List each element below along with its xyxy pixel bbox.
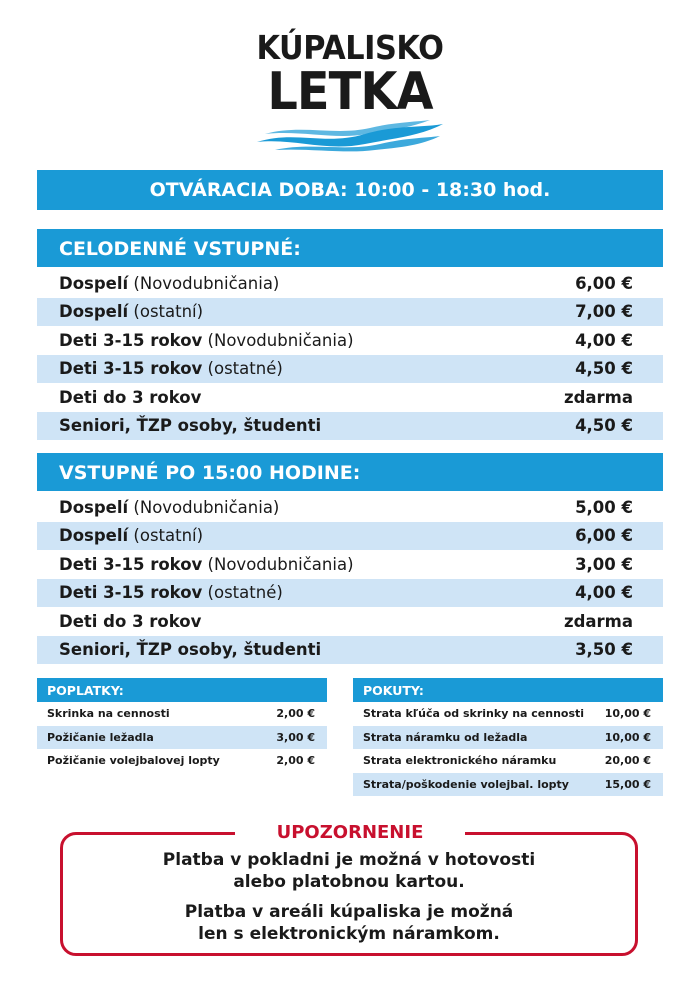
logo-title-line2: LETKA [267,62,433,122]
notice-line: alebo platobnou kartou. [233,872,465,892]
notice-line: Platba v pokladni je možná v hotovosti [162,850,536,870]
fines-section [353,678,663,796]
fee-list [37,702,327,773]
fee-label: Strata náramku od ležadla [363,730,528,744]
price-row [37,636,663,665]
notice-title: UPOZORNENIE [235,822,465,844]
price-label [59,612,201,631]
category-name: Dospelí [59,497,129,517]
fee-row [37,726,327,750]
fee-row [37,702,327,726]
category-note: (ostatní) [128,526,204,546]
opening-hours-banner: OTVÁRACIA DOBA: 10:00 - 18:30 hod. [37,170,663,210]
price-value: 4,50 € [575,359,633,379]
full-day-admission-section [37,229,663,440]
fee-row [353,749,663,773]
fee-price: 10,00 € [604,707,651,721]
notice-line: Platba v areáli kúpaliska je možná [184,902,514,922]
price-label [59,583,283,602]
price-value: 6,00 € [575,273,633,293]
category-name: Dospelí [59,526,129,546]
category-name: Deti 3-15 rokov [59,554,203,574]
fee-label: Požičanie ležadla [47,730,154,744]
fee-row [37,749,327,773]
price-value: 4,00 € [575,583,633,603]
price-row [37,579,663,608]
fee-label: Strata kľúča od skrinky na cennosti [363,707,585,721]
fee-label: Skrinka na cennosti [47,707,170,721]
fee-row [353,773,663,797]
category-name: Seniori, ŤZP osoby, študenti [59,640,322,660]
price-label [59,416,321,435]
fee-label: Strata/poškodenie volejbal. lopty [363,777,569,791]
fee-price: 10,00 € [604,730,651,744]
price-row [37,355,663,384]
category-name: Seniori, ŤZP osoby, študenti [59,416,322,436]
category-note: (ostatní) [128,302,204,322]
fee-price: 2,00 € [276,754,315,768]
price-label [59,331,354,350]
price-value: 3,50 € [575,640,633,660]
category-note: (Novodubničania) [202,330,354,350]
fee-price: 15,00 € [604,777,651,791]
price-value: 4,50 € [575,416,633,436]
price-row [37,326,663,355]
fine-list [353,702,663,796]
price-value: 6,00 € [575,526,633,546]
section-title: POKUTY: [353,678,663,702]
logo [0,30,700,152]
fee-row [353,726,663,750]
section-title: CELODENNÉ VSTUPNÉ: [37,229,663,267]
price-label [59,359,283,378]
price-label [59,274,279,293]
price-row [37,269,663,298]
fee-price: 3,00 € [276,730,315,744]
price-label [59,555,354,574]
after-15-admission-section [37,453,663,664]
price-row [37,298,663,327]
price-label [59,498,279,517]
price-value: 3,00 € [575,554,633,574]
price-value: zdarma [563,611,633,631]
price-label [59,302,203,321]
price-row [37,493,663,522]
category-note: (Novodubničania) [128,273,280,293]
price-row [37,550,663,579]
section-title: POPLATKY: [37,678,327,702]
category-name: Deti do 3 rokov [59,387,202,407]
category-name: Deti 3-15 rokov [59,330,203,350]
section-title: VSTUPNÉ PO 15:00 HODINE: [37,453,663,491]
category-name: Deti do 3 rokov [59,611,202,631]
category-note: (Novodubničania) [202,554,354,574]
notice-line: len s elektronickým náramkom. [198,924,500,944]
price-list [37,267,663,440]
category-name: Dospelí [59,273,129,293]
waves-icon [255,120,445,152]
price-label [59,526,203,545]
category-note: (ostatné) [202,359,283,379]
fee-price: 2,00 € [276,707,315,721]
price-value: zdarma [563,387,633,407]
fee-price: 20,00 € [604,754,651,768]
price-list [37,491,663,664]
category-name: Deti 3-15 rokov [59,583,203,603]
price-row [37,522,663,551]
price-value: 7,00 € [575,302,633,322]
price-value: 4,00 € [575,330,633,350]
price-label [59,388,201,407]
logo-title-line1: KÚPALISKO [256,28,444,67]
fees-section [37,678,327,773]
fee-label: Požičanie volejbalovej lopty [47,754,220,768]
fee-label: Strata elektronického náramku [363,754,557,768]
category-note: (Novodubničania) [128,497,280,517]
price-row [37,383,663,412]
category-note: (ostatné) [202,583,283,603]
category-name: Deti 3-15 rokov [59,359,203,379]
fee-row [353,702,663,726]
price-row [37,412,663,441]
price-label [59,640,321,659]
category-name: Dospelí [59,302,129,322]
price-row [37,607,663,636]
price-value: 5,00 € [575,497,633,517]
